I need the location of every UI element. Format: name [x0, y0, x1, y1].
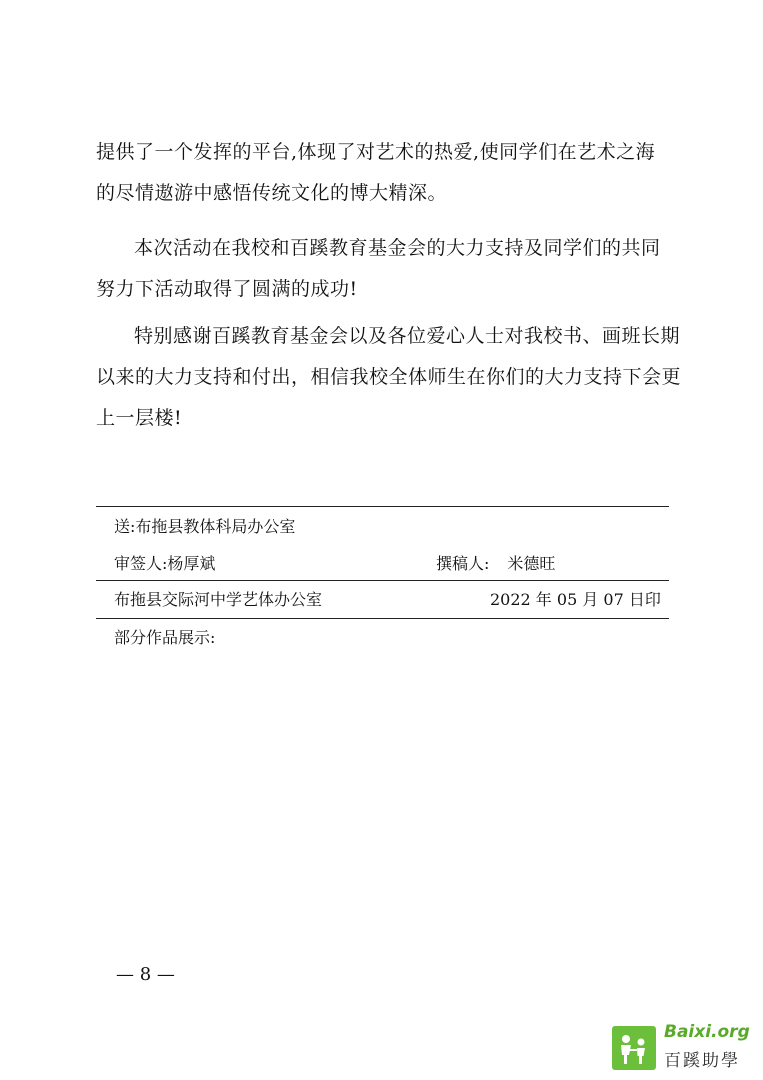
paragraph-3-line-1: 特别感谢百蹊教育基金会以及各位爱心人士对我校书、画班长期 [134, 325, 681, 347]
issuing-office: 布拖县交际河中学艺体办公室 [114, 590, 323, 609]
print-date: 2022 年 05 月 07 日印 [490, 590, 661, 609]
watermark-name: 百蹊助學 [664, 1051, 740, 1071]
signer-label: 审签人: [114, 554, 168, 573]
works-display-label: 部分作品展示: [114, 628, 216, 647]
footer-bottom-rule [96, 618, 669, 619]
page-number: — 8 — [116, 964, 175, 985]
signer-row [114, 554, 215, 574]
baixi-watermark [612, 1020, 757, 1074]
paragraph-3-line-2: 以来的大力支持和付出，相信我校全体师生在你们的大力支持下会更 [96, 366, 682, 388]
send-to-value: 布拖县教体科局办公室 [135, 517, 296, 536]
paragraph-1 [96, 132, 676, 214]
paragraph-3 [96, 316, 682, 439]
paragraph-1-line-1: 提供了一个发挥的平台,体现了对艺术的热爱,使同学们在艺术之海 [96, 141, 656, 163]
writer-row [436, 554, 555, 574]
people-logo-icon [612, 1026, 656, 1070]
writer-label: 撰稿人: [436, 554, 490, 573]
paragraph-2-line-1: 本次活动在我校和百蹊教育基金会的大力支持及同学们的共同 [134, 237, 661, 259]
footer-top-rule [96, 506, 669, 507]
send-to-label: 送: [114, 517, 136, 536]
paragraph-2 [96, 228, 676, 310]
send-to-row [114, 517, 295, 537]
signer-value: 杨厚斌 [167, 554, 216, 573]
footer-middle-rule [96, 580, 669, 581]
paragraph-2-line-2: 努力下活动取得了圆满的成功! [96, 278, 358, 300]
paragraph-1-line-2: 的尽情遨游中感悟传统文化的博大精深。 [96, 182, 448, 204]
writer-value: 米德旺 [507, 554, 556, 573]
paragraph-3-line-3: 上一层楼! [96, 407, 183, 429]
watermark-site: Baixi.org [664, 1022, 750, 1042]
